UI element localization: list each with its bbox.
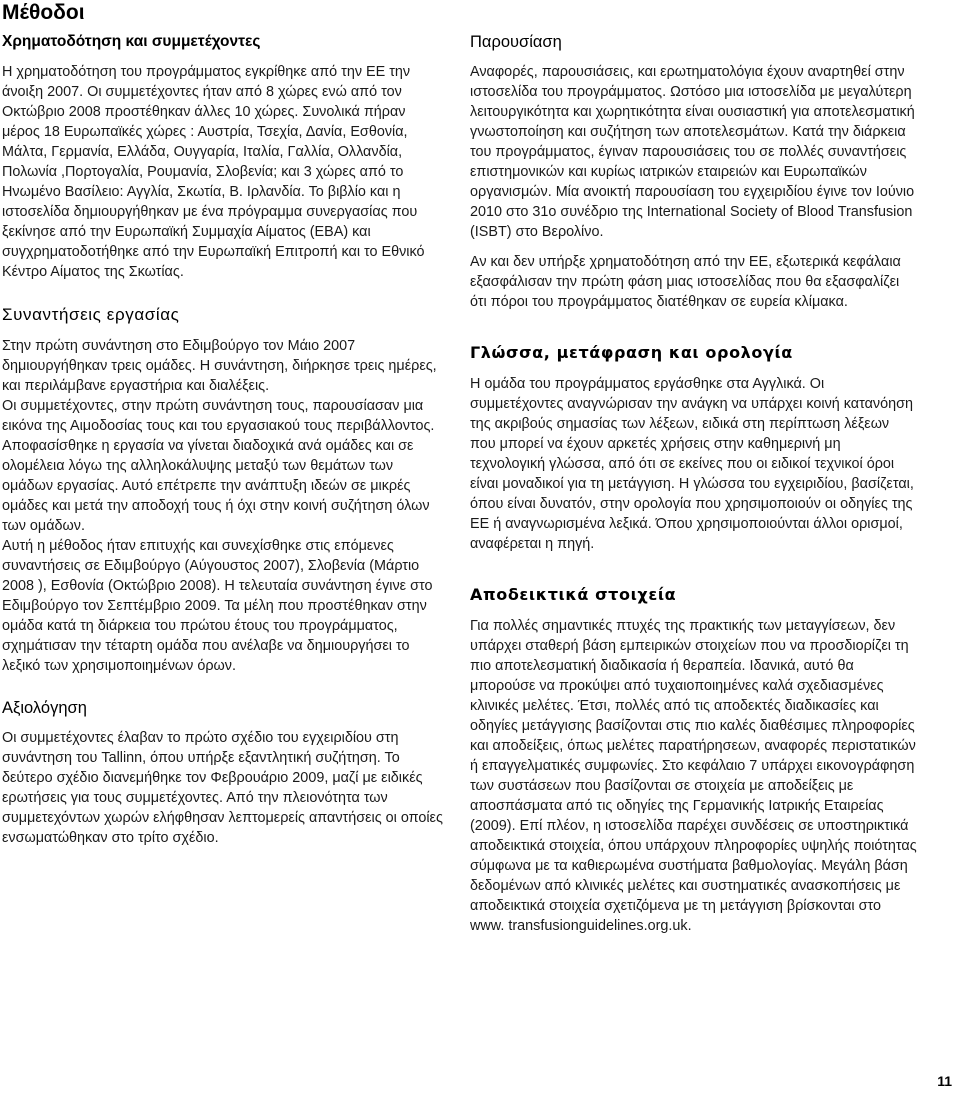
right-column [470, 32, 918, 936]
left-column [2, 32, 444, 848]
evidence-paragraph: Για πολλές σημαντικές πτυχές της πρακτικής των μεταγγίσεων, δεν υπάρχει σταθερή βάση εμπειρικών στοιχείων που να προσδιορίζει τη πιο αποτελεσματική διαδικασία ή θεραπεία. Ιδανικά, αυτό θα μπορούσε να προκύψει από τυχαιοποιημένες καλά σχεδιασμένες κλινικές μελέτες. Έτσι, πολλές από τις αποδεκτές διαδικασίες και οδηγίες μετάγγισης βασίζονται στις πιο καλές διαθέσιμες πληροφορίες και αποδείξεις, όπως μελέτες παρατήρησεων, αναφορές περιστατικών ή επαγγελματικές συμφωνίες. Στο κεφάλαιο 7 υπάρχει εικονογράφηση των συστάσεων που βασίζονται σε στοιχεία με αποδείξεις με αποσπάσματα από τις οδηγίες της Γερμανικής Ιατρικής Εταιρείας (2009). Επί πλέον, η ιστοσελίδα παρέχει συνδέσεις σε υποστηρικτικά αποδεικτικά στοιχεία, όπου υπάρχουν πληροφορίες υψηλής ποιότητας σύμφωνα με τα καθιερωμένα συστήματα βαθμολογίας. Μεγάλη βάση δεδομένων από κλινικές μελέτες και συστηματικές ανασκοπήσεις με αποδεικτικά στοιχεία σχετιζόμενα με τη μετάγγιση βρίσκονται στο www. transfusionguidelines.org.uk. [470, 618, 917, 934]
section-title-meetings: Συναντήσεις εργασίας [2, 305, 180, 324]
section-title-language: Γλώσσα, μετάφραση και ορολογία [470, 343, 793, 362]
language-paragraph: Η ομάδα του προγράμματος εργάσθηκε στα Αγγλικά. Οι συμμετέχοντες αναγνώρισαν την ανάγκη να υπάρχει κοινή κατανόηση της ακριβούς σημασίας των λέξεων, ειδικά στη περίπτωση λέξεων που μπορεί να έχουν αρκετές χρήσεις στην καθημερινή μη τεχνολογική γλώσσα, από ότι σε εκείνες που οι ειδικοί τεχνικοί όροι είναι μοναδικοί για τη μετάγγιση. Η γλώσσα του εγχειριδίου, βασίζεται, όπου είναι δυνατόν, στην ορολογία που χρησιμοποιούν οι οδηγίες της ΕΕ ή αναγνωρισμένα λεξικά. Όπου χρησιμοποιούνται άλλοι ορισμοί, αναφέρεται η πηγή. [470, 376, 914, 552]
presentation-paragraph-2: Αν και δεν υπήρξε χρηματοδότηση από την ΕΕ, εξωτερικά κεφάλαια εξασφάλισαν την πρώτη φάση μιας ιστοσελίδας που θα εξασφαλίζει ότι πόροι του προγράμματος διατέθηκαν σε ευρεία κλίμακα. [470, 254, 901, 310]
presentation-paragraph-1: Αναφορές, παρουσιάσεις, και ερωτηματολόγια έχουν αναρτηθεί στην ιστοσελίδα του προγράμματος. Ωστόσο μια ιστοσελίδα με μεγαλύτερη λειτουργικότητα και χωρητικότητα είναι ουσιαστική για αποτελεσματική γνωστοποίηση και συζήτηση των αποτελεσμάτων. Κατά την διάρκεια του προγράμματος, έγιναν παρουσιάσεις του σε πολλές συναντήσεις επιστημονικών και κυρίως ιατρικών εταιρειών και Ευρωπαϊκών οργανισμών. Μία ανοικτή παρουσίαση του εγχειριδίου έγινε τον Ιούνιο 2010 στο 31ο συνέδριο της International Society of Blood Transfusion (ISBT) στο Βερολίνο. [470, 64, 915, 240]
meetings-paragraph-1: Στην πρώτη συνάντηση στο Εδιμβούργο τον Μάιο 2007 δημιουργήθηκαν τρεις ομάδες. Η συνάντηση, διήρκησε τρεις ημέρες, και περιλάμβανε εργαστήρια και διαλέξεις. [2, 338, 437, 394]
section-title-evaluation: Αξιολόγηση [2, 699, 87, 717]
evaluation-paragraph: Οι συμμετέχοντες έλαβαν το πρώτο σχέδιο του εγχειριδίου στη συνάντηση του Tallinn, όπου υπήρξε εξαντλητική συζήτηση. Το δεύτερο σχέδιο διανεμήθηκε τον Φεβρουάριο 2009, μαζί με ειδικές ερωτήσεις για τους συμμετέχοντες. Από την πλειονότητα των συμμετεχόντων χωρών ελήφθησαν λεπτομερείς απαντήσεις οι οποίες ενσωματώθηκαν στο τρίτο σχέδιο. [2, 730, 443, 846]
funding-paragraph: Η χρηματοδότηση του προγράμματος εγκρίθηκε από την ΕΕ την άνοιξη 2007. Οι συμμετέχοντες ήταν από 8 χώρες ενώ από τον Οκτώβριο 2008 προστέθηκαν άλλες 10 χώρες. Συνολικά πήραν μέρος 18 Ευρωπαϊκές χώρες : Αυστρία, Τσεχία, Δανία, Εσθονία, Μάλτα, Γερμανία, Ελλάδα, Ουγγαρία, Ιταλία, Γαλλία, Ολλανδία, Πολωνία ,Πορτογαλία, Ρουμανία, Σλοβενία; και 3 χώρες από το Ηνωμένο Βασίλειο: Αγγλία, Σκωτία, Β. Ιρλανδία. Το βιβλίο και η ιστοσελίδα δημιουργήθηκαν με ένα πρόγραμμα συνεργασίας που ξεκίνησε από την Ευρωπαϊκή Συμμαχία Αίματος (ΕΒΑ) και συγχρηματοδοτήθηκε από την Ευρωπαϊκή Επιτροπή και το Εθνικό Κέντρο Αίματος της Σκωτίας. [2, 64, 425, 280]
page-number: 11 [937, 1073, 952, 1089]
section-title-presentation: Παρουσίαση [470, 33, 562, 51]
meetings-paragraph-3: Αυτή η μέθοδος ήταν επιτυχής και συνεχίσθηκε στις επόμενες συναντήσεις σε Εδιμβούργο (Αύγουστος 2007), Σλοβενία (Μάρτιο 2008 ), Εσθονία (Οκτώβριο 2008). Η τελευταία συνάντηση έγινε στο Εδιμβούργο τον Σεπτέμβριο 2009. Τα μέλη που προστέθηκαν στην ομάδα κατά τη διάρκεια του πρώτου έτους του προγράμματος, σχημάτισαν την τέταρτη ομάδα που ανέλαβε να δημιουργήσει το λεξικό των χρησιμοποιημένων όρων. [2, 538, 433, 674]
section-title-evidence: Αποδεικτικά στοιχεία [470, 585, 677, 604]
section-title-funding: Χρηματοδότηση και συμμετέχοντες [2, 33, 261, 50]
meetings-paragraph-2: Οι συμμετέχοντες, στην πρώτη συνάντηση τους, παρουσίασαν μια εικόνα της Αιμοδοσίας τους και του εργασιακού τους περιβάλλοντος. Αποφασίσθηκε η εργασία να γίνεται διαδοχικά ανά ομάδες και σε ολομέλεια λόγω της αλληλοκάλυψης μεταξύ των θεμάτων των ομάδων εργασίας. Αυτό επέτρεπε την ανάπτυξη ιδεών σε μικρές ομάδες και μετά την αποδοχή τους ή όχι στην κοινή συζήτηση όλων των ομάδων. [2, 398, 435, 534]
page-title: Μέθοδοι [2, 1, 85, 24]
